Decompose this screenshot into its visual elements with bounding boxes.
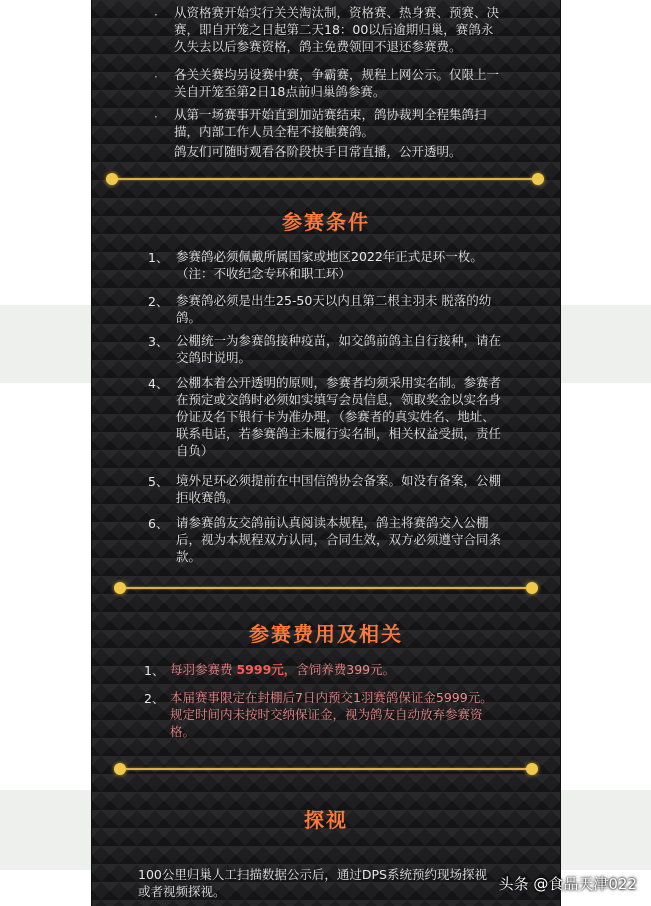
fee-suffix: 含饲养费399元。: [296, 662, 396, 677]
section-title-visit: 探视: [304, 808, 348, 832]
item-number: 5、: [148, 474, 169, 489]
bullet-dot: ·: [154, 110, 158, 124]
section-title-conditions: 参赛条件: [282, 210, 370, 234]
item-number: 2、: [144, 691, 165, 706]
gold-divider: [120, 768, 532, 770]
item-number: 2、: [148, 294, 169, 309]
bullet-text-1: 从资格赛开始实行关关淘汰制，资格赛、热身赛、预赛、决赛，即自开笼之日起第二天18：00以后逾期归巢，赛鸽永久失去以后参赛资格，鸽主免费领回不退还参赛费。: [174, 5, 500, 54]
fee-amount: 5999元，: [236, 662, 297, 677]
condition-text-5: 境外足环必须提前在中国信鸽协会备案。如没有备案，公棚拒收赛鸽。: [176, 473, 502, 505]
item-number: 4、: [148, 376, 169, 391]
gold-divider: [112, 178, 538, 180]
condition-text-4: 公棚本着公开透明的原则，参赛者均须采用实名制。参赛者在预定或交鸽时必须如实填写会员信息，领取奖金以实名身份证及名下银行卡为准办理，（参赛者的真实姓名、地址、联系电话，若参赛鸽主未履行实名制，相关权益受损，责任自负）: [176, 375, 502, 458]
item-number: 1、: [144, 663, 165, 678]
gold-divider: [120, 587, 532, 589]
bullet-text-2: 各关关赛均另设赛中赛，争霸赛，规程上网公示。仅限上一关自开笼至第2日18点前归巢鸽参赛。: [174, 67, 500, 99]
closing-text: 鸽友们可随时观看各阶段快手日常直播，公开透明。: [174, 144, 462, 159]
fee-line-2: 本届赛事限定在封棚后7日内预交1羽赛鸽保证金5999元。规定时间内未按时交纳保证金，视为鸽友自动放弃参赛资格。: [170, 690, 493, 739]
bullet-dot: ·: [154, 8, 158, 22]
item-number: 1、: [148, 250, 169, 265]
section-title-fees: 参赛费用及相关: [249, 622, 403, 646]
visit-text: 100公里归巢人工扫描数据公示后，通过DPS系统预约现场探视或者视频探视。: [138, 867, 487, 899]
condition-text-2: 参赛鸽必须是出生25-50天以内且第二根主羽未 脱落的幼鸽。: [176, 293, 492, 325]
fee-prefix: 每羽参赛费: [170, 662, 237, 677]
condition-text-1: 参赛鸽必须佩戴所属国家或地区2022年正式足环一枚。（注：不收纪念专环和职工环）: [176, 249, 483, 281]
bullet-text-3: 从第一场赛事开始直到加站赛结束，鸽协裁判全程集鸽扫描，内部工作人员全程不接触赛鸽。: [174, 107, 487, 139]
item-number: 3、: [148, 334, 169, 349]
content-panel: [92, 0, 560, 906]
fee-line-1: [170, 661, 510, 678]
item-number: 6、: [148, 516, 169, 531]
bullet-dot: ·: [154, 70, 158, 84]
condition-text-3: 公棚统一为参赛鸽接种疫苗，如交鸽前鸽主自行接种，请在交鸽时说明。: [176, 333, 502, 365]
condition-text-6: 请参赛鸽友交鸽前认真阅读本规程，鸽主将赛鸽交入公棚后，视为本规程双方认同，合同生效，双方必须遵守合同条款。: [176, 515, 502, 564]
watermark-label: 头条 @食品天津022: [498, 875, 637, 893]
